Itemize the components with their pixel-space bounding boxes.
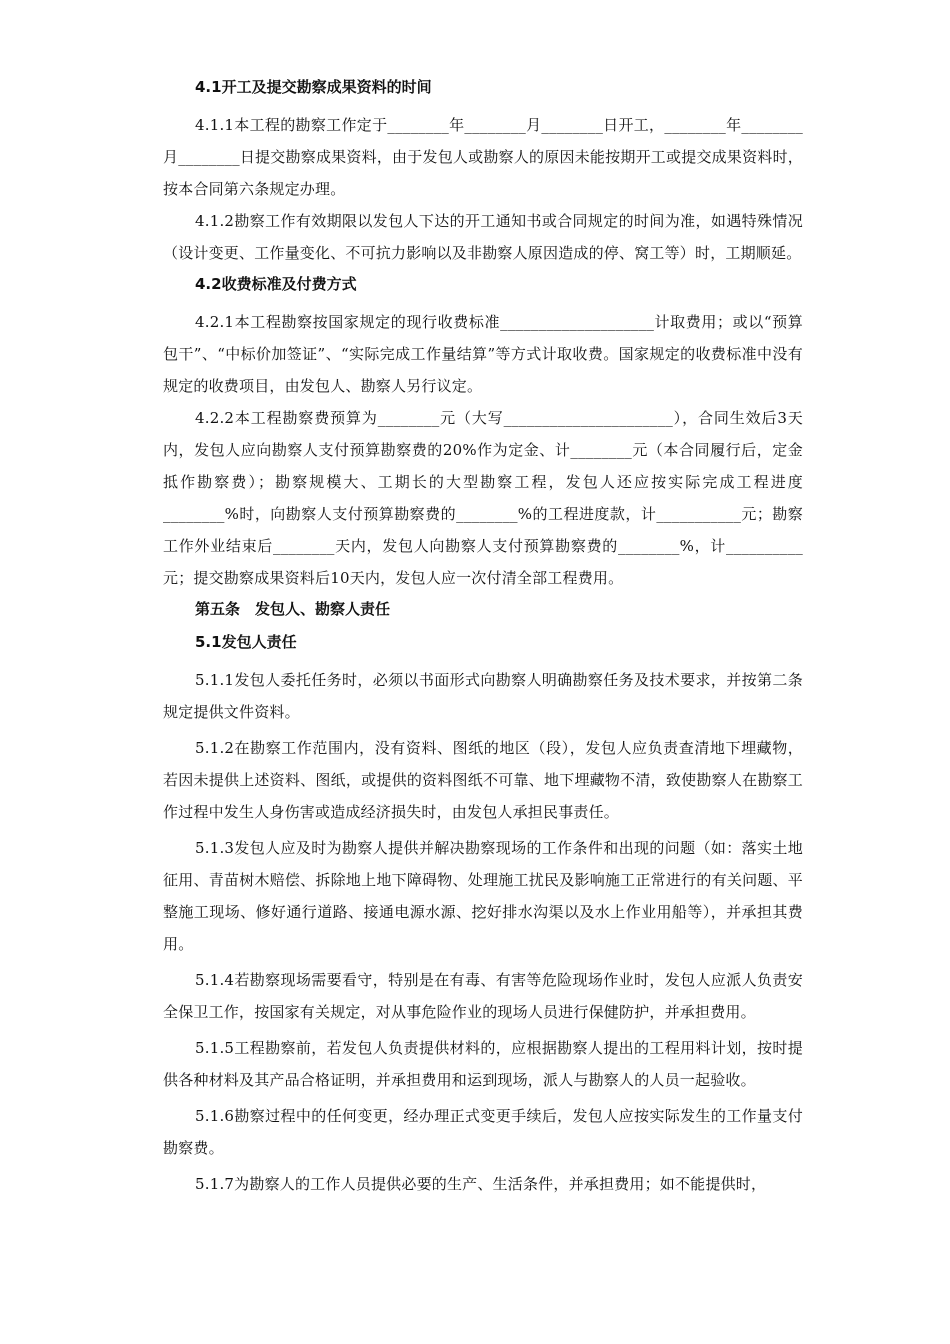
heading-article-5: 第五条 发包人、勘察人责任: [195, 600, 391, 618]
heading-4-2: 4.2收费标准及付费方式: [195, 275, 357, 293]
clause-5-1-4: 5.1.4若勘察现场需要看守，特别是在有毒、有害等危险现场作业时，发包人应派人负责安全保卫工作，按国家有关规定，对从事危险作业的现场人员进行保健防护，并承担费用。: [163, 971, 803, 1021]
clause-5-1-6: 5.1.6勘察过程中的任何变更，经办理正式变更手续后，发包人应按实际发生的工作量支付勘察费。: [163, 1107, 803, 1157]
clause-4-1-2: 4.1.2勘察工作有效期限以发包人下达的开工通知书或合同规定的时间为准，如遇特殊情况（设计变更、工作量变化、不可抗力影响以及非勘察人原因造成的停、窝工等）时，工期顺延。: [163, 212, 803, 262]
clause-5-1-5: 5.1.5工程勘察前，若发包人负责提供材料的，应根据勘察人提出的工程用料计划，按时提供各种材料及其产品合格证明，并承担费用和运到现场，派人与勘察人的人员一起验收。: [163, 1039, 803, 1089]
clause-4-1-1: 4.1.1本工程的勘察工作定于________年________月________日开工，________年________月________日提交勘察成果资料，由于发包人或勘察人的原因未能按期开工或提交成果资料时，按本合同第六条规定办理。: [163, 116, 803, 198]
heading-4-1: 4.1开工及提交勘察成果资料的时间: [195, 78, 432, 96]
heading-5-1: 5.1发包人责任: [195, 633, 297, 651]
clause-4-2-2: 4.2.2本工程勘察费预算为________元（大写______________________），合同生效后3天内，发包人应向勘察人支付预算勘察费的20%作为定金、计________元（本合同履行后，定金抵作勘察费）；勘察规模大、工期长的大型勘察工程，发包人还应按实际完成工程进度________%时，向勘察人支付预算勘察费的________%的工程进度款，计___________元；勘察工作外业结束后________天内，发包人向勘察人支付预算勘察费的________%，计__________元；提交勘察成果资料后10天内，发包人应一次付清全部工程费用。: [163, 409, 803, 587]
clause-4-2-1: 4.2.1本工程勘察按国家规定的现行收费标准____________________计取费用；或以“预算包干”、“中标价加签证”、“实际完成工作量结算”等方式计取收费。国家规定的收费标准中没有规定的收费项目，由发包人、勘察人另行议定。: [163, 313, 803, 395]
document-body: [163, 76, 803, 1200]
clause-5-1-7: 5.1.7为勘察人的工作人员提供必要的生产、生活条件，并承担费用；如不能提供时，: [195, 1175, 767, 1193]
clause-5-1-2: 5.1.2在勘察工作范围内，没有资料、图纸的地区（段），发包人应负责查清地下埋藏物，若因未提供上述资料、图纸，或提供的资料图纸不可靠、地下埋藏物不清，致使勘察人在勘察工作过程中发生人身伤害或造成经济损失时，由发包人承担民事责任。: [163, 739, 803, 821]
clause-5-1-1: 5.1.1发包人委托任务时，必须以书面形式向勘察人明确勘察任务及技术要求，并按第二条规定提供文件资料。: [163, 671, 803, 721]
clause-5-1-3: 5.1.3发包人应及时为勘察人提供并解决勘察现场的工作条件和出现的问题（如：落实土地征用、青苗树木赔偿、拆除地上地下障碍物、处理施工扰民及影响施工正常进行的有关问题、平整施工现场、修好通行道路、接通电源水源、挖好排水沟渠以及水上作业用船等），并承担其费用。: [163, 839, 803, 953]
